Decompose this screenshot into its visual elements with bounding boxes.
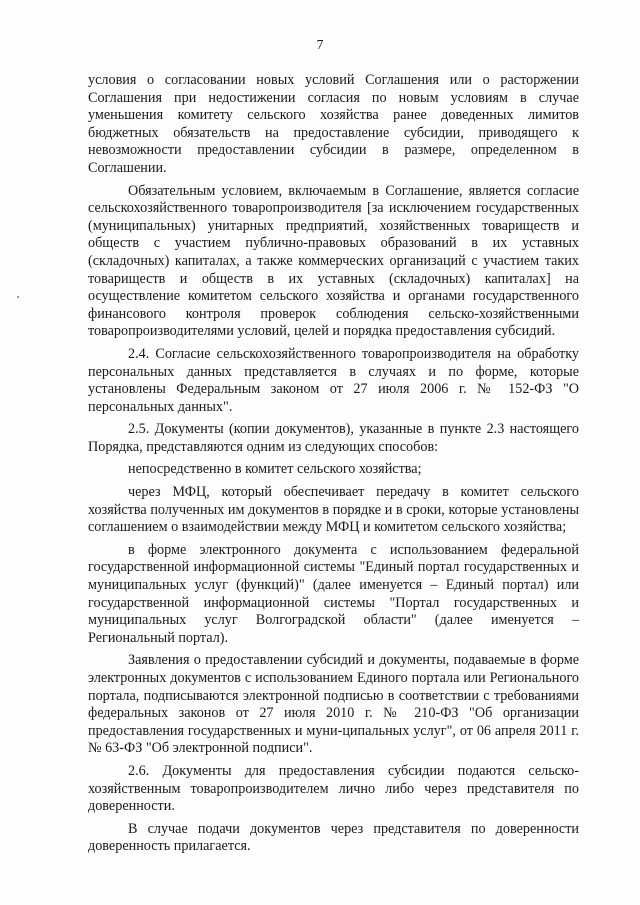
paragraph: в форме электронного документа с использованием федеральной государственной информационной системы "Единый портал государственных и муниципальных услуг (функций)" (далее именуется – Единый портал) или государственной информационной системы "Портал государственных и муниципальных услуг Волгоградской области" (далее именуется – Региональный портал). <box>88 541 579 646</box>
paragraph: непосредственно в комитет сельского хозяйства; <box>128 461 422 478</box>
page-number: 7 <box>316 38 324 53</box>
paragraph: 2.6. Документы для предоставления субсидии подаются сельско-хозяйственным товаропроизводителем лично либо через представителя по доверенности. <box>88 762 579 815</box>
paragraph: Заявления о предоставлении субсидий и документы, подаваемые в форме электронных документов с использованием Единого портала или Регионального портала, подписываются электронной подписью в соответствии с требованиями федеральных законов от 27 июля 2010 г. № 210-ФЗ "Об организации предоставления государственных и муни-ципальных услуг", от 06 апреля 2011 г. № 63-ФЗ "Об электронной подписи". <box>88 652 579 757</box>
paragraph: В случае подачи документов через представителя по доверенности доверенность прилагается. <box>88 820 579 855</box>
paragraph: 2.5. Документы (копии документов), указанные в пункте 2.3 настоящего Порядка, представляются одним из следующих способов: <box>88 421 579 455</box>
paragraph: условия о согласовании новых условий Соглашения или о расторжении Соглашения при недостижении согласия по новым условиям в случае уменьшения комитету сельского хозяйства ранее доведенных лимитов бюджетных обязательств на предоставление субсидии, приводящего к невозможности предоставлении субсидии в размере, определенном в Соглашении. <box>88 72 579 176</box>
paragraph: 2.4. Согласие сельскохозяйственного товаропроизводителя на обработку персональных данных представляется в случаях и по форме, которые установлены Федеральным законом от 27 июля 2006 г. № 152-ФЗ "О персональных данных". <box>88 345 579 415</box>
paragraph: Обязательным условием, включаемым в Соглашение, является согласие сельскохозяйственного товаропроизводителя [за исключением государственных (муниципальных) унитарных предприятий, хозяйственных товариществ и обществ с участием публично-правовых образований в их уставных (складочных) капиталах, а также коммерческих организаций с участием таких товариществ и обществ в их уставных (складочных) капиталах] на осуществление комитетом сельского хозяйства и органами государственного финансового контроля проверок соблюдения сельско-хозяйственными товаропроизводителями условий, целей и порядка предоставления субсидий. <box>88 182 579 340</box>
scan-artifact-dot <box>17 296 19 298</box>
document-body <box>88 72 579 861</box>
paragraph: через МФЦ, который обеспечивает передачу в комитет сельского хозяйства полученных им документов в порядке и в сроки, которые установлены соглашением о взаимодействии между МФЦ и комитетом сельского хозяйства; <box>88 484 579 536</box>
